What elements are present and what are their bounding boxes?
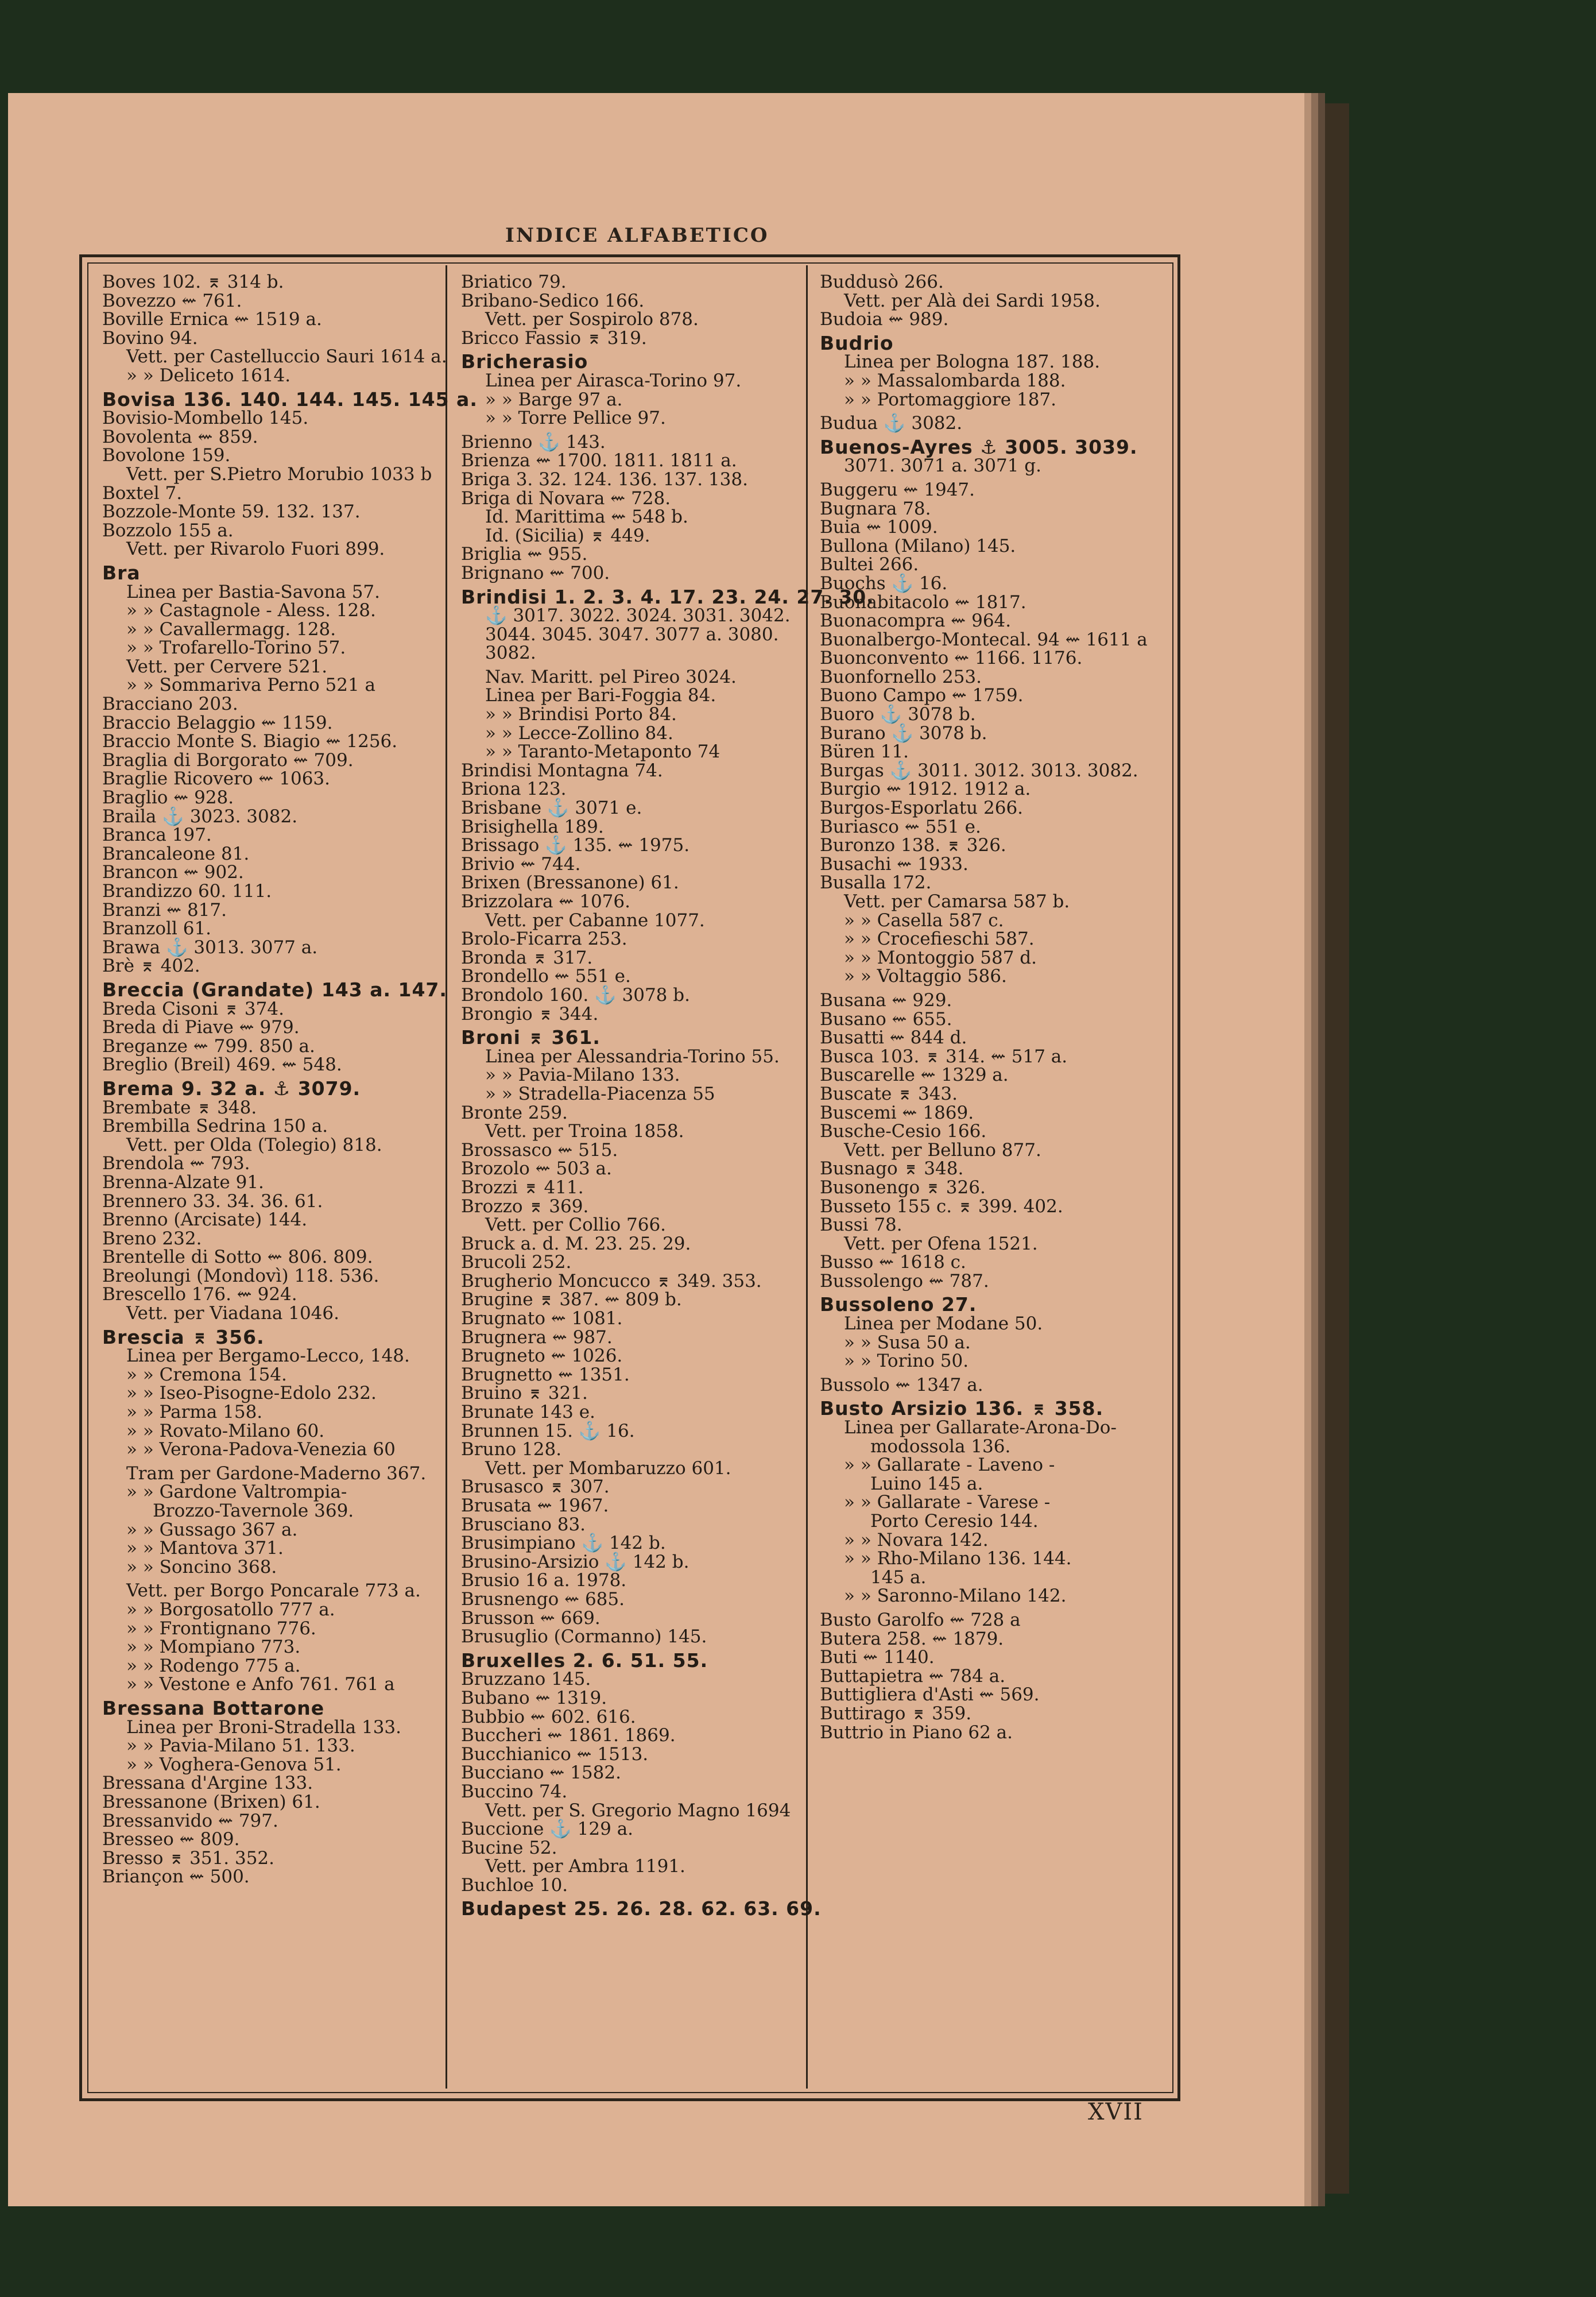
index-entry: Brusuglio (Cormanno) 145. xyxy=(461,1626,707,1648)
index-entry: Brisbane ⚓ 3071 e. xyxy=(461,798,642,819)
index-entry: Bovisa 136. 140. 144. 145. 145 a. xyxy=(102,388,478,411)
index-entry: » » Vestone e Anfo 761. 761 a xyxy=(126,1674,395,1695)
index-entry: Buonfornello 253. xyxy=(820,666,982,687)
index-column-1 xyxy=(102,272,478,2082)
index-entry: » » Brindisi Porto 84. xyxy=(485,704,677,725)
column-rule-1 xyxy=(446,265,447,2089)
index-column-3 xyxy=(820,273,1159,2082)
index-entry: » » Susa 50 a. xyxy=(844,1332,971,1353)
index-entry: » » Frontignano 776. xyxy=(126,1618,316,1639)
column-rule-2 xyxy=(806,265,808,2089)
index-entry: » » Voghera-Genova 51. xyxy=(126,1754,342,1775)
index-entry: » » Massalombarda 188. xyxy=(844,370,1066,391)
index-entry: Burgos-Esporlatu 266. xyxy=(820,798,1024,819)
index-entry: Buchloe 10. xyxy=(461,1874,568,1896)
index-entry: Brixen (Bressanone) 61. xyxy=(461,872,679,894)
index-entry: Brancaleone 81. xyxy=(102,843,250,864)
index-entry: Busto Garolfo ⇜ 728 a xyxy=(820,1609,1021,1630)
index-entry: Vett. per Castelluccio Sauri 1614 a. xyxy=(126,346,447,368)
index-entry: Vett. per Ambra 1191. xyxy=(485,1856,685,1877)
index-entry: Butera 258. ⇜ 1879. xyxy=(820,1628,1004,1649)
index-entry: Braccio Belaggio ⇜ 1159. xyxy=(102,712,333,733)
index-entry: Buttirago ⌆ 359. xyxy=(820,1703,972,1724)
index-entry: » » Torino 50. xyxy=(844,1351,969,1372)
index-entry: » » Rovato-Milano 60. xyxy=(126,1420,325,1441)
index-entry: Brescia ⌆ 356. xyxy=(102,1325,265,1348)
index-entry: Busseto 155 c. ⌆ 399. 402. xyxy=(820,1196,1063,1217)
index-entry: » » Voltaggio 586. xyxy=(844,966,1007,987)
index-entry: Brusnengo ⇜ 685. xyxy=(461,1588,625,1610)
index-entry: Vett. per Ofena 1521. xyxy=(844,1233,1038,1254)
index-entry: Brunate 143 e. xyxy=(461,1402,595,1423)
index-entry: » » Gallarate - Varese - xyxy=(844,1492,1051,1513)
index-entry: Breda di Piave ⇜ 979. xyxy=(102,1017,300,1038)
index-entry: » » Torre Pellice 97. xyxy=(485,408,666,429)
index-entry: Busano ⇜ 655. xyxy=(820,1008,952,1030)
index-entry: Busalla 172. xyxy=(820,872,932,894)
index-entry: Briglia ⇜ 955. xyxy=(461,544,588,565)
index-entry: » » Soncino 368. xyxy=(126,1556,277,1577)
index-entry: Brugine ⌆ 387. ⇜ 809 b. xyxy=(461,1289,682,1310)
index-entry: Buccione ⚓ 129 a. xyxy=(461,1819,634,1840)
index-entry: Boville Ernica ⇜ 1519 a. xyxy=(102,309,322,330)
index-entry: Brugnera ⇜ 987. xyxy=(461,1327,613,1348)
index-entry: Busso ⇜ 1618 c. xyxy=(820,1252,966,1273)
index-entry: Budua ⚓ 3082. xyxy=(820,413,963,434)
index-entry: Vett. per Rivarolo Fuori 899. xyxy=(126,539,385,560)
index-entry: » » Montoggio 587 d. xyxy=(844,947,1037,968)
index-entry: Budoia ⇜ 989. xyxy=(820,309,949,330)
index-entry: Brenna-Alzate 91. xyxy=(102,1171,264,1193)
index-entry: Buonconvento ⇜ 1166. 1176. xyxy=(820,648,1083,669)
index-entry: Bovezzo ⇜ 761. xyxy=(102,290,242,311)
index-entry: Budapest 25. 26. 28. 62. 63. 69. xyxy=(461,1897,822,1920)
index-entry: Busachi ⇜ 1933. xyxy=(820,853,969,875)
index-entry: Branzoll 61. xyxy=(102,918,212,939)
index-entry: Buttapietra ⇜ 784 a. xyxy=(820,1665,1006,1687)
index-entry: » » Deliceto 1614. xyxy=(126,365,291,386)
index-entry: Bronda ⌆ 317. xyxy=(461,947,593,968)
index-entry: 3044. 3045. 3047. 3077 a. 3080. xyxy=(485,624,779,645)
index-entry: Brolo-Ficarra 253. xyxy=(461,929,627,950)
index-entry: Brenno (Arcisate) 144. xyxy=(102,1209,308,1231)
index-entry: Buia ⇜ 1009. xyxy=(820,517,938,538)
index-entry: » » Parma 158. xyxy=(126,1402,263,1423)
index-entry: Buccheri ⇜ 1861. 1869. xyxy=(461,1725,676,1746)
index-entry: Id. Marittima ⇜ 548 b. xyxy=(485,506,688,528)
index-entry: » » Pavia-Milano 51. 133. xyxy=(126,1735,355,1757)
index-entry: Boxtel 7. xyxy=(102,482,183,504)
index-entry: Büren 11. xyxy=(820,741,909,763)
index-entry: Burgio ⇜ 1912. 1912 a. xyxy=(820,779,1031,800)
index-entry: Bubano ⇜ 1319. xyxy=(461,1687,607,1708)
index-entry: Buccino 74. xyxy=(461,1781,568,1802)
index-entry: Brienno ⚓ 143. xyxy=(461,431,606,453)
index-entry: Brugnato ⇜ 1081. xyxy=(461,1308,623,1329)
index-entry: » » Verona-Padova-Venezia 60 xyxy=(126,1439,396,1460)
index-entry: Boves 102. ⌆ 314 b. xyxy=(102,272,284,292)
index-entry: Brawa ⚓ 3013. 3077 a. xyxy=(102,937,318,958)
index-entry: Brugneto ⇜ 1026. xyxy=(461,1345,623,1367)
index-entry: Brissago ⚓ 135. ⇜ 1975. xyxy=(461,835,690,856)
index-entry: Bucchianico ⇜ 1513. xyxy=(461,1743,649,1765)
index-entry: Brisighella 189. xyxy=(461,816,604,837)
index-entry: Broni ⌆ 361. xyxy=(461,1026,601,1049)
index-entry: Brozzo-Tavernole 369. xyxy=(153,1501,354,1521)
index-entry: Buronzo 138. ⌆ 326. xyxy=(820,835,1006,856)
index-entry: Brondolo 160. ⚓ 3078 b. xyxy=(461,984,690,1006)
index-entry: Brandizzo 60. 111. xyxy=(102,881,272,902)
index-entry: Brema 9. 32 a. ⚓ 3079. xyxy=(102,1077,361,1100)
index-entry: Brozzo ⌆ 369. xyxy=(461,1196,589,1217)
index-entry: » » Gussago 367 a. xyxy=(126,1519,298,1540)
index-entry: Bovolone 159. xyxy=(102,445,231,466)
index-entry: Breolungi (Mondovì) 118. 536. xyxy=(102,1265,379,1286)
index-entry: Braglia di Borgorato ⇜ 709. xyxy=(102,749,354,771)
index-entry: ⚓ 3017. 3022. 3024. 3031. 3042. xyxy=(485,605,791,627)
index-entry: Brindisi Montagna 74. xyxy=(461,760,663,781)
index-entry: Linea per Alessandria-Torino 55. xyxy=(485,1046,780,1067)
index-entry: Vett. per Olda (Tolegio) 818. xyxy=(126,1134,382,1155)
index-entry: Brentelle di Sotto ⇜ 806. 809. xyxy=(102,1247,373,1268)
index-entry: Linea per Airasca-Torino 97. xyxy=(485,370,742,391)
index-entry: Budrio xyxy=(820,331,894,354)
page-number: XVII xyxy=(1088,2099,1144,2125)
index-entry: Buti ⇜ 1140. xyxy=(820,1647,935,1668)
index-entry: Bussoleno 27. xyxy=(820,1293,977,1316)
index-entry: Bucine 52. xyxy=(461,1837,557,1858)
index-entry: Luino 145 a. xyxy=(870,1473,983,1494)
index-entry: Bussolengo ⇜ 787. xyxy=(820,1270,989,1291)
index-entry: » » Stradella-Piacenza 55 xyxy=(485,1083,715,1104)
index-entry: Bultei 266. xyxy=(820,554,919,575)
index-entry: Bracciano 203. xyxy=(102,694,238,715)
index-entry: Vett. per Borgo Poncarale 773 a. xyxy=(126,1580,421,1602)
index-entry: Bresseo ⇜ 809. xyxy=(102,1829,240,1850)
index-entry: Branzi ⇜ 817. xyxy=(102,899,227,921)
index-entry: Buonalbergo-Montecal. 94 ⇜ 1611 a xyxy=(820,629,1148,650)
index-entry: Brusimpiano ⚓ 142 b. xyxy=(461,1533,666,1554)
index-entry: Brusino-Arsizio ⚓ 142 b. xyxy=(461,1551,689,1572)
index-entry: Id. (Sicilia) ⌆ 449. xyxy=(485,525,650,546)
index-entry: modossola 136. xyxy=(870,1436,1011,1457)
index-entry: Bubbio ⇜ 602. 616. xyxy=(461,1706,636,1727)
index-entry: Burgas ⚓ 3011. 3012. 3013. 3082. xyxy=(820,760,1138,781)
index-entry: Bribano-Sedico 166. xyxy=(461,290,645,311)
index-entry: Vett. per Alà dei Sardi 1958. xyxy=(844,290,1101,311)
index-entry: Bressana Bottarone xyxy=(102,1696,325,1719)
index-entry: 3071. 3071 a. 3071 g. xyxy=(844,455,1041,477)
index-entry: Bruino ⌆ 321. xyxy=(461,1383,588,1404)
index-entry: Vett. per Belluno 877. xyxy=(844,1139,1041,1161)
index-entry: Brossasco ⇜ 515. xyxy=(461,1139,618,1161)
index-entry: Branca 197. xyxy=(102,825,212,846)
index-entry: » » Portomaggiore 187. xyxy=(844,389,1057,410)
index-entry: Breda Cisoni ⌆ 374. xyxy=(102,998,284,1019)
index-entry: Burano ⚓ 3078 b. xyxy=(820,722,987,744)
index-entry: Vett. per Mombaruzzo 601. xyxy=(485,1457,731,1479)
index-entry: Tram per Gardone-Maderno 367. xyxy=(126,1463,427,1484)
index-entry: Busana ⇜ 929. xyxy=(820,989,952,1011)
index-entry: Brugnetto ⇜ 1351. xyxy=(461,1364,630,1385)
index-entry: Buono Campo ⇜ 1759. xyxy=(820,685,1024,706)
index-entry: Brembilla Sedrina 150 a. xyxy=(102,1116,328,1137)
index-entry: Bovisio-Mombello 145. xyxy=(102,408,309,429)
index-entry: Nav. Maritt. pel Pireo 3024. xyxy=(485,666,737,687)
index-entry: Buttrio in Piano 62 a. xyxy=(820,1722,1013,1743)
index-entry: Brondello ⇜ 551 e. xyxy=(461,966,631,987)
index-entry: Bovino 94. xyxy=(102,327,198,349)
index-entry: Buochs ⚓ 16. xyxy=(820,573,948,594)
index-entry: » » Borgosatollo 777 a. xyxy=(126,1599,335,1620)
index-entry: Braglie Ricovero ⇜ 1063. xyxy=(102,768,331,790)
index-entry: » » Sommariva Perno 521 a xyxy=(126,675,376,696)
index-entry: Bullona (Milano) 145. xyxy=(820,535,1016,556)
index-entry: » » Rodengo 775 a. xyxy=(126,1655,301,1676)
index-entry: Breglio (Breil) 469. ⇜ 548. xyxy=(102,1054,342,1076)
index-entry: Brozzi ⌆ 411. xyxy=(461,1177,584,1198)
index-entry: Buenos-Ayres ⚓ 3005. 3039. xyxy=(820,435,1138,458)
index-entry: Brusson ⇜ 669. xyxy=(461,1607,601,1629)
index-entry: Bressanone (Brixen) 61. xyxy=(102,1791,320,1812)
index-entry: Bozzolo 155 a. xyxy=(102,520,234,541)
index-entry: Bucciano ⇜ 1582. xyxy=(461,1762,621,1784)
index-entry: Bruck a. d. M. 23. 25. 29. xyxy=(461,1233,691,1254)
index-entry: Vett. per Cervere 521. xyxy=(126,656,328,677)
index-entry: Briga 3. 32. 124. 136. 137. 138. xyxy=(461,469,748,490)
index-entry: Brindisi 1. 2. 3. 4. 17. 23. 24. 27. 30. xyxy=(461,585,874,608)
index-entry: Vett. per Cabanne 1077. xyxy=(485,910,705,931)
index-entry: Briga di Novara ⇜ 728. xyxy=(461,488,671,509)
index-entry: » » Lecce-Zollino 84. xyxy=(485,722,673,744)
index-entry: Bressana d'Argine 133. xyxy=(102,1773,313,1794)
index-entry: Busnago ⌆ 348. xyxy=(820,1158,964,1180)
index-entry: Breno 232. xyxy=(102,1228,202,1249)
index-entry: » » Rho-Milano 136. 144. xyxy=(844,1548,1072,1569)
index-entry: Bricherasio xyxy=(461,350,588,373)
index-entry: » » Novara 142. xyxy=(844,1529,989,1550)
index-entry: Braccio Monte S. Biagio ⇜ 1256. xyxy=(102,731,398,752)
index-entry: Linea per Bergamo-Lecco, 148. xyxy=(126,1345,410,1367)
index-entry: Vett. per S. Gregorio Magno 1694 xyxy=(485,1800,791,1821)
index-entry: 3082. xyxy=(485,643,536,664)
index-entry: Buscarelle ⇜ 1329 a. xyxy=(820,1065,1009,1086)
index-entry: Porto Ceresio 144. xyxy=(870,1511,1039,1532)
index-entry: » » Cremona 154. xyxy=(126,1364,287,1385)
index-entry: Brunnen 15. ⚓ 16. xyxy=(461,1420,635,1441)
index-entry: Brozolo ⇜ 503 a. xyxy=(461,1158,612,1180)
index-entry: Busto Arsizio 136. ⌆ 358. xyxy=(820,1397,1104,1420)
index-entry: Brè ⌆ 402. xyxy=(102,956,200,977)
index-entry: Bruno 128. xyxy=(461,1439,562,1460)
index-entry: Buriasco ⇜ 551 e. xyxy=(820,816,981,837)
index-entry: Buddusò 266. xyxy=(820,272,944,292)
index-entry: Bugnara 78. xyxy=(820,498,931,519)
index-entry: » » Mantova 371. xyxy=(126,1538,284,1559)
index-entry: Brusciano 83. xyxy=(461,1514,586,1535)
index-entry: Vett. per Collio 766. xyxy=(485,1215,667,1236)
index-entry: Brugherio Moncucco ⌆ 349. 353. xyxy=(461,1270,762,1291)
index-entry: Bussi 78. xyxy=(820,1215,902,1236)
index-entry: Brienza ⇜ 1700. 1811. 1811 a. xyxy=(461,450,737,471)
index-entry: Bovolenta ⇜ 859. xyxy=(102,426,258,447)
index-entry: Brusasco ⌆ 307. xyxy=(461,1476,610,1498)
index-entry: » » Cavallermagg. 128. xyxy=(126,618,336,640)
index-entry: Brennero 33. 34. 36. 61. xyxy=(102,1190,323,1212)
index-entry: Buonabitacolo ⇜ 1817. xyxy=(820,591,1026,613)
index-entry: Linea per Modane 50. xyxy=(844,1313,1043,1335)
index-entry: » » Barge 97 a. xyxy=(485,389,623,410)
index-entry: Bozzole-Monte 59. 132. 137. xyxy=(102,501,361,523)
index-entry: Braglio ⇜ 928. xyxy=(102,787,234,809)
index-entry: 145 a. xyxy=(870,1567,927,1588)
index-entry: » » Gardone Valtrompia- xyxy=(126,1482,347,1503)
index-entry: Busonengo ⌆ 326. xyxy=(820,1177,986,1198)
index-entry: Linea per Bologna 187. 188. xyxy=(844,351,1101,373)
book-edge xyxy=(1303,103,1349,2194)
index-entry: Linea per Broni-Stradella 133. xyxy=(126,1716,402,1738)
page-header: INDICE ALFABETICO xyxy=(505,224,769,247)
index-entry: Brucoli 252. xyxy=(461,1252,572,1273)
index-entry: Bruxelles 2. 6. 51. 55. xyxy=(461,1649,708,1672)
index-entry: Briona 123. xyxy=(461,779,567,800)
index-entry: Bra xyxy=(102,561,141,584)
index-entry: Bresso ⌆ 351. 352. xyxy=(102,1847,275,1869)
index-entry: Brendola ⇜ 793. xyxy=(102,1153,250,1174)
index-entry: Buscate ⌆ 343. xyxy=(820,1083,958,1104)
index-entry: Brescello 176. ⇜ 924. xyxy=(102,1284,297,1305)
index-entry: » » Pavia-Milano 133. xyxy=(485,1065,680,1086)
index-entry: Breccia (Grandate) 143 a. 147. xyxy=(102,978,447,1001)
index-entry: Vett. per Camarsa 587 b. xyxy=(844,891,1070,912)
index-entry: Bronte 259. xyxy=(461,1102,568,1123)
index-entry: Vett. per Troina 1858. xyxy=(485,1121,684,1142)
index-entry: » » Trofarello-Torino 57. xyxy=(126,637,346,659)
index-entry: Vett. per Sospirolo 878. xyxy=(485,309,699,330)
index-entry: Buonacompra ⇜ 964. xyxy=(820,610,1012,632)
index-entry: Bruzzano 145. xyxy=(461,1669,591,1690)
index-entry: Brusio 16 a. 1978. xyxy=(461,1570,627,1591)
index-entry: Vett. per Viadana 1046. xyxy=(126,1303,339,1324)
index-entry: Brusata ⇜ 1967. xyxy=(461,1495,609,1516)
index-entry: » » Casella 587 c. xyxy=(844,910,1004,931)
index-entry: Linea per Gallarate-Arona-Do- xyxy=(844,1417,1117,1438)
index-entry: » » Taranto-Metaponto 74 xyxy=(485,741,720,763)
index-entry: Buscemi ⇜ 1869. xyxy=(820,1102,974,1123)
index-entry: Busca 103. ⌆ 314. ⇜ 517 a. xyxy=(820,1046,1068,1067)
index-entry: Brizzolara ⇜ 1076. xyxy=(461,891,630,912)
index-entry: Bussolo ⇜ 1347 a. xyxy=(820,1374,983,1395)
index-entry: Braila ⚓ 3023. 3082. xyxy=(102,806,298,827)
index-entry: » » Gallarate - Laveno - xyxy=(844,1455,1055,1476)
index-entry: Buggeru ⇜ 1947. xyxy=(820,479,975,500)
index-entry: » » Crocefieschi 587. xyxy=(844,929,1035,950)
index-entry: Briançon ⇜ 500. xyxy=(102,1866,250,1888)
index-entry: Bricco Fassio ⌆ 319. xyxy=(461,327,647,349)
index-entry: Brembate ⌆ 348. xyxy=(102,1097,257,1118)
index-entry: » » Saronno-Milano 142. xyxy=(844,1586,1067,1607)
index-entry: Buttigliera d'Asti ⇜ 569. xyxy=(820,1684,1040,1706)
index-entry: Breganze ⇜ 799. 850 a. xyxy=(102,1035,315,1057)
index-entry: Linea per Bastia-Savona 57. xyxy=(126,581,381,602)
index-entry: Vett. per S.Pietro Morubio 1033 b xyxy=(126,463,432,485)
index-entry: » » Mompiano 773. xyxy=(126,1637,301,1658)
index-entry: » » Castagnole - Aless. 128. xyxy=(126,600,376,621)
index-entry: Buoro ⚓ 3078 b. xyxy=(820,704,976,725)
index-entry: » » Iseo-Pisogne-Edolo 232. xyxy=(126,1383,377,1404)
index-entry: Linea per Bari-Foggia 84. xyxy=(485,685,716,706)
index-entry: Busatti ⇜ 844 d. xyxy=(820,1027,967,1049)
index-entry: Brivio ⇜ 744. xyxy=(461,853,581,875)
index-entry: Brancon ⇜ 902. xyxy=(102,862,244,883)
index-entry: Brongio ⌆ 344. xyxy=(461,1003,599,1024)
index-entry: Brignano ⇜ 700. xyxy=(461,562,610,583)
index-entry: Busche-Cesio 166. xyxy=(820,1121,987,1142)
index-entry: Bressanvido ⇜ 797. xyxy=(102,1810,278,1831)
index-entry: Briatico 79. xyxy=(461,272,567,292)
